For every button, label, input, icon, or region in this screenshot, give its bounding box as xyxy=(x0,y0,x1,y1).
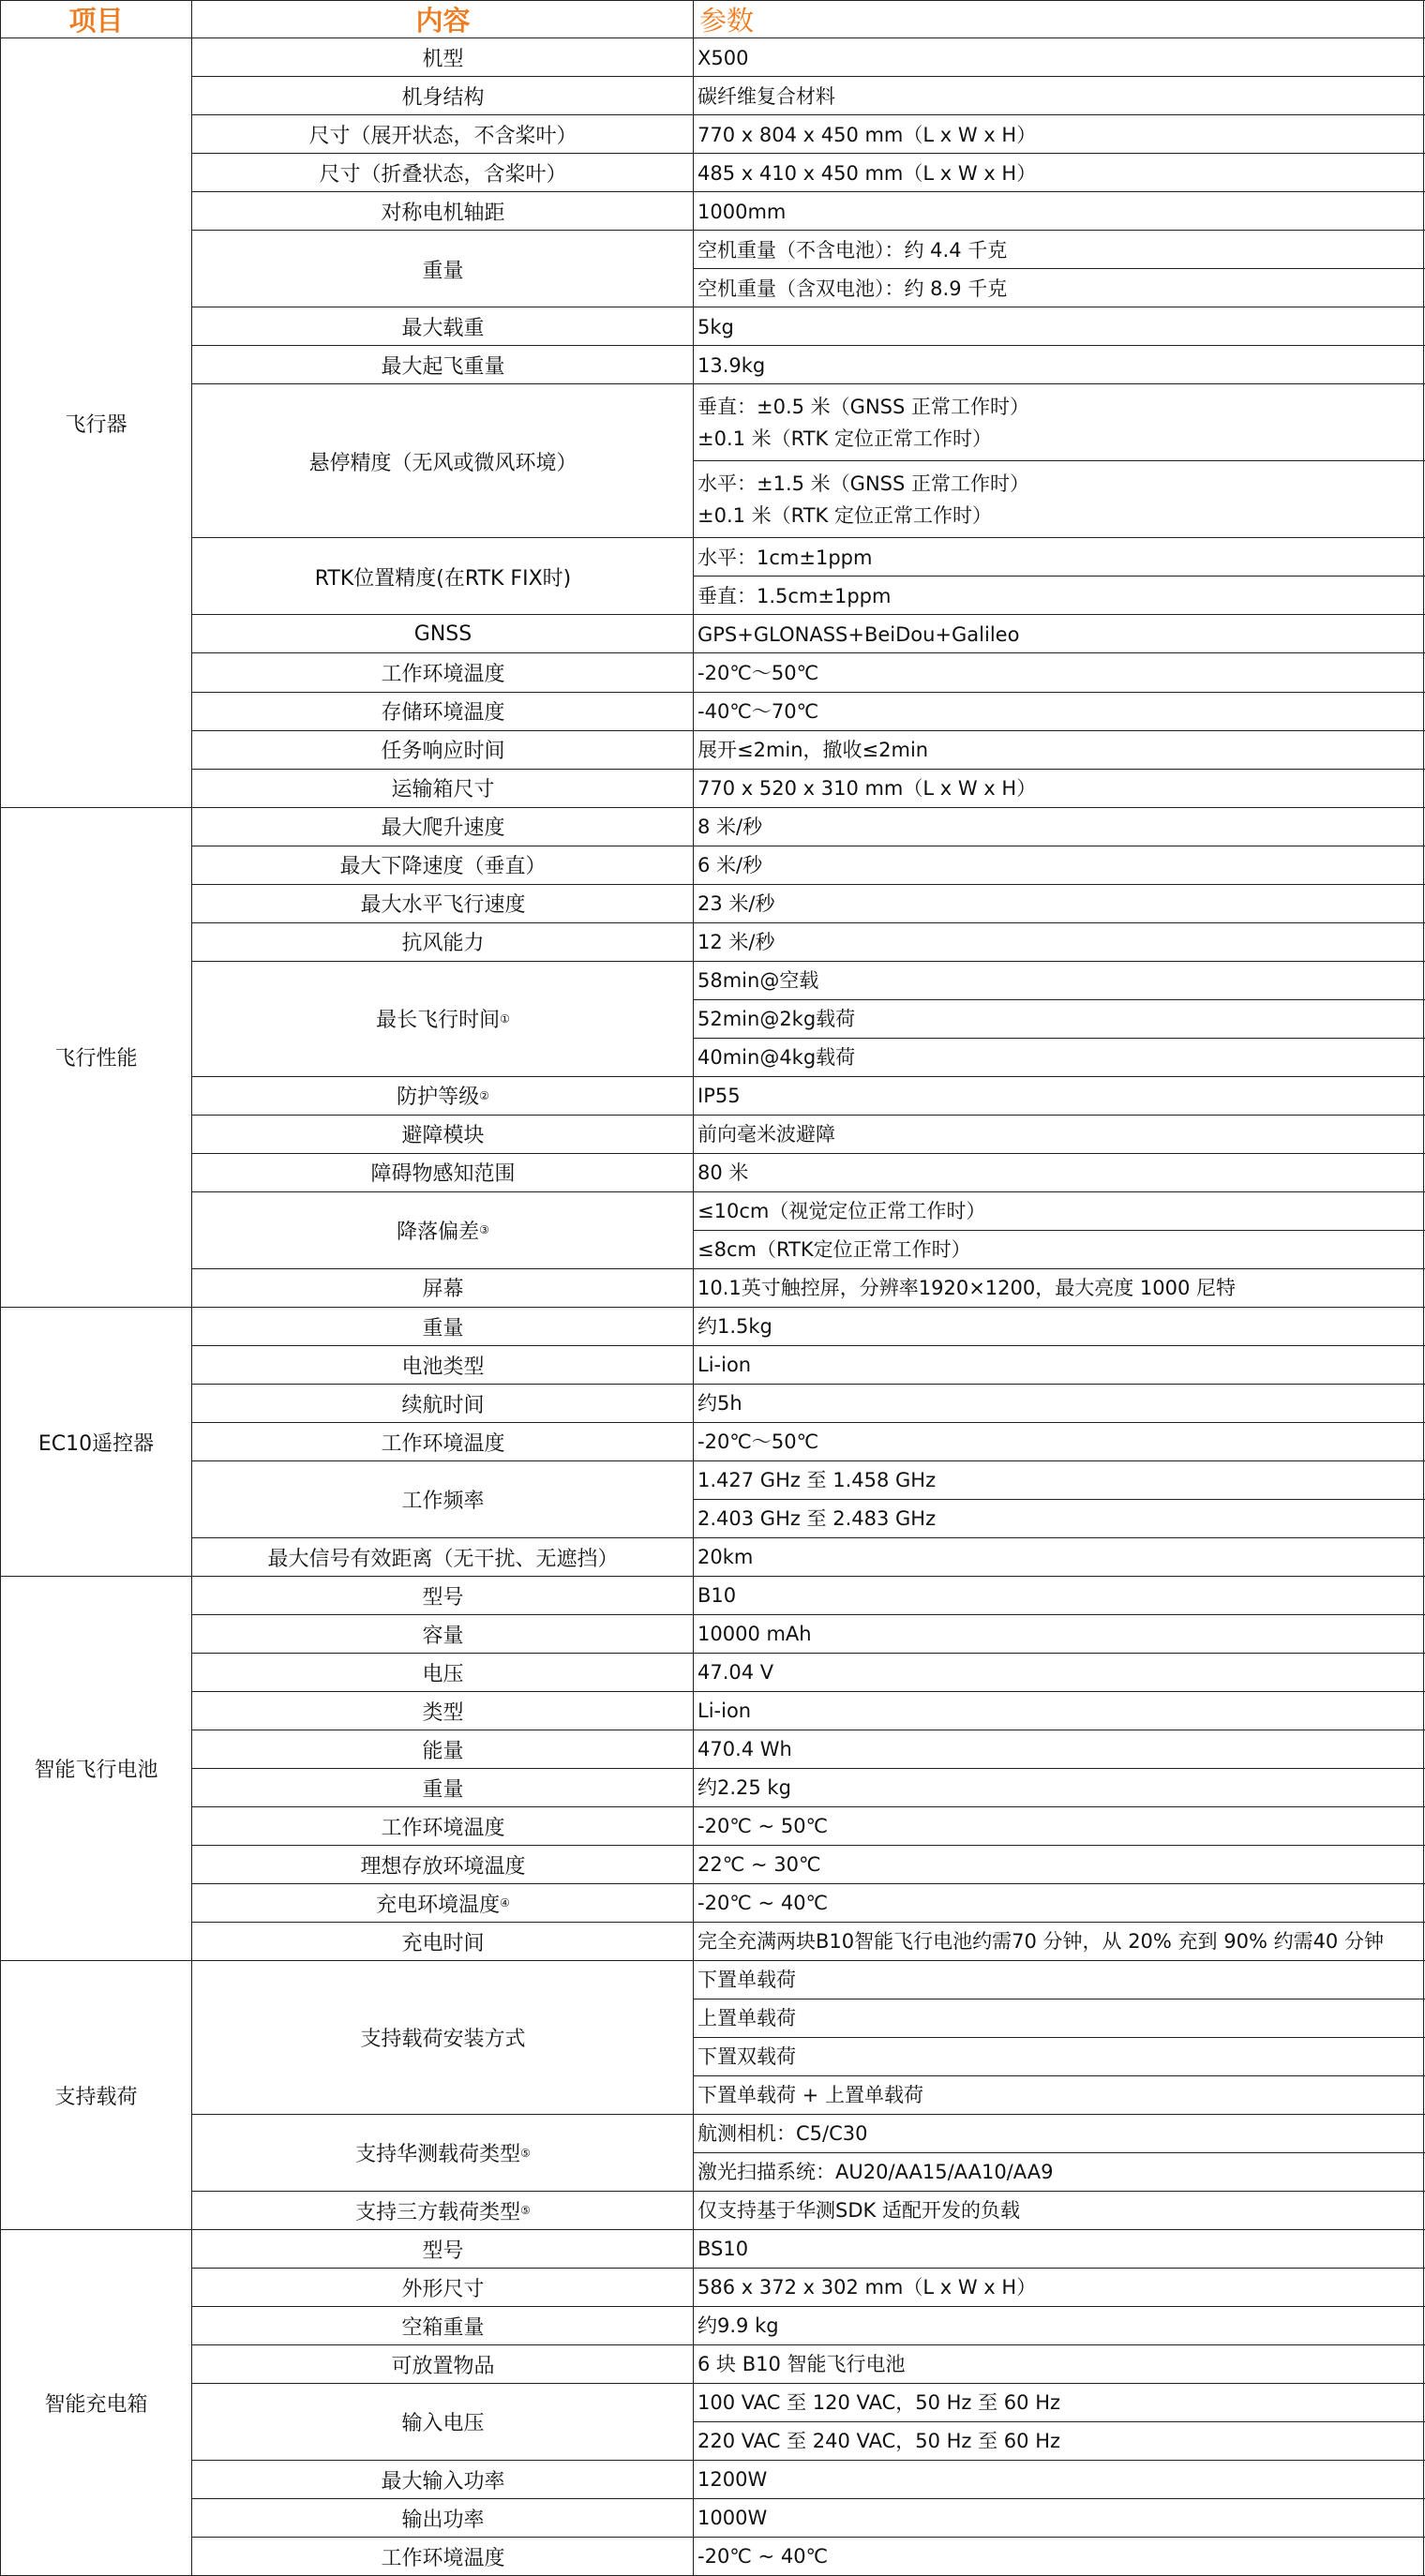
value-cell xyxy=(694,730,1425,769)
category-cell xyxy=(0,2230,192,2576)
value-text: Li-ion xyxy=(698,1700,752,1723)
item-label: RTK位置精度(在RTK FIX时) xyxy=(314,566,572,591)
item-cell xyxy=(192,1385,694,1423)
value-text: 47.04 V xyxy=(698,1661,774,1685)
item-cell xyxy=(192,961,694,1076)
value-text: 10000 mAh xyxy=(698,1623,812,1646)
item-label: 重量 xyxy=(422,1777,464,1802)
category-label: 智能充电箱 xyxy=(44,2392,148,2417)
item-cell xyxy=(192,2384,694,2461)
item-label: 工作频率 xyxy=(401,1490,485,1514)
category-label: 智能飞行电池 xyxy=(34,1759,158,1783)
value-cell xyxy=(694,807,1425,846)
item-cell xyxy=(192,884,694,922)
value-text: 586 x 372 x 302 mm（L x W x H） xyxy=(698,2276,1037,2299)
item-cell xyxy=(192,2115,694,2192)
value-cell xyxy=(694,2422,1425,2461)
item-label: 支持华测载荷类型 xyxy=(355,2143,521,2167)
item-label: 充电环境温度 xyxy=(376,1893,501,1917)
item-cell xyxy=(192,1884,694,1923)
value-text: -20℃～50℃ xyxy=(698,661,819,684)
item-label: 最大载重 xyxy=(401,317,485,341)
item-label: 最大水平飞行速度 xyxy=(360,893,526,918)
value-cell xyxy=(694,1500,1425,1538)
category-cell xyxy=(0,1961,192,2230)
value-text: Li-ion xyxy=(698,1354,752,1376)
value-text: 水平：1cm±1ppm xyxy=(698,546,873,569)
item-label: 理想存放环境温度 xyxy=(360,1854,526,1879)
value-text: 100 VAC 至 120 VAC，50 Hz 至 60 Hz xyxy=(698,2391,1061,2415)
value-text: X500 xyxy=(698,46,749,69)
value-cell xyxy=(694,2345,1425,2384)
item-label: 重量 xyxy=(422,259,464,283)
value-cell xyxy=(694,1153,1425,1191)
item-cell xyxy=(192,1346,694,1385)
item-cell xyxy=(192,1461,694,1538)
header-value: 参数 xyxy=(699,5,755,37)
value-cell xyxy=(694,1846,1425,1884)
item-cell xyxy=(192,807,694,846)
value-text: 22℃ ~ 30℃ xyxy=(698,1853,821,1877)
value-cell xyxy=(694,2192,1425,2230)
item-cell xyxy=(192,1191,694,1268)
value-text: 6 块 B10 智能飞行电池 xyxy=(698,2353,906,2376)
value-text: 约5h xyxy=(698,1392,742,1415)
value-text: 8 米/秒 xyxy=(698,815,763,838)
footnote-marker: ④ xyxy=(500,1896,510,1910)
item-label: 悬停精度（无风或微风环境） xyxy=(308,451,578,475)
item-cell xyxy=(192,1923,694,1961)
value-cell xyxy=(694,269,1425,307)
value-text: 12 米/秒 xyxy=(698,930,775,953)
item-cell xyxy=(192,653,694,692)
item-cell xyxy=(192,846,694,884)
item-cell xyxy=(192,1076,694,1115)
footnote-marker: ⑤ xyxy=(520,2146,531,2160)
value-text: 展开≤2min，撤收≤2min xyxy=(698,738,929,761)
item-label: 可放置物品 xyxy=(391,2354,495,2378)
item-cell xyxy=(192,2345,694,2384)
value-cell xyxy=(694,1807,1425,1846)
item-cell xyxy=(192,2538,694,2576)
item-label: 最大输入功率 xyxy=(381,2469,505,2494)
item-label: 最大爬升速度 xyxy=(381,816,505,841)
item-label: 对称电机轴距 xyxy=(381,202,505,226)
value-text: 6 米/秒 xyxy=(698,853,763,876)
value-text: 2.403 GHz 至 2.483 GHz xyxy=(698,1507,937,1531)
column-divider xyxy=(0,0,1,2576)
value-cell xyxy=(694,1692,1425,1730)
value-cell xyxy=(694,307,1425,346)
value-cell xyxy=(694,346,1425,384)
value-text: -40℃～70℃ xyxy=(698,699,819,723)
item-cell xyxy=(192,1538,694,1577)
value-cell xyxy=(694,1615,1425,1654)
footnote-marker: ① xyxy=(500,1011,510,1026)
item-cell xyxy=(192,192,694,231)
item-cell xyxy=(192,1423,694,1461)
value-text: 40min@4kg载荷 xyxy=(698,1045,856,1069)
item-cell xyxy=(192,2499,694,2538)
row-divider xyxy=(0,0,1425,1)
item-label: 能量 xyxy=(422,1739,464,1763)
item-label: 工作环境温度 xyxy=(381,1816,505,1840)
value-cell xyxy=(694,577,1425,615)
value-cell xyxy=(694,1538,1425,1577)
item-cell xyxy=(192,1769,694,1807)
value-cell xyxy=(694,1923,1425,1961)
value-cell xyxy=(694,1385,1425,1423)
value-text: 约9.9 kg xyxy=(698,2314,779,2338)
value-cell xyxy=(694,1268,1425,1307)
value-cell xyxy=(694,1346,1425,1385)
value-cell xyxy=(694,461,1425,538)
value-cell xyxy=(694,384,1425,461)
value-text: 1200W xyxy=(698,2468,768,2492)
item-label: 避障模块 xyxy=(401,1124,485,1148)
value-text: 1000mm xyxy=(698,200,787,223)
value-text: 220 VAC 至 240 VAC，50 Hz 至 60 Hz xyxy=(698,2430,1061,2453)
value-cell xyxy=(694,538,1425,577)
item-label: 防护等级 xyxy=(397,1086,480,1110)
value-text: 470.4 Wh xyxy=(698,1738,792,1761)
item-label: GNSS xyxy=(413,622,472,647)
item-cell xyxy=(192,307,694,346)
value-cell xyxy=(694,961,1425,999)
value-cell xyxy=(694,115,1425,154)
value-text: 上置单载荷 xyxy=(698,2007,796,2030)
item-label: 尺寸（折叠状态，含桨叶） xyxy=(319,163,567,187)
value-cell xyxy=(694,1423,1425,1461)
category-label: 支持载荷 xyxy=(54,2085,138,2109)
value-cell xyxy=(694,1884,1425,1923)
value-cell xyxy=(694,2115,1425,2153)
category-label: 飞行性能 xyxy=(54,1047,138,1071)
value-text: 垂直：±0.5 米（GNSS 正常工作时） xyxy=(698,396,1029,419)
item-label: 空箱重量 xyxy=(401,2315,485,2340)
value-text: -20℃ ~ 40℃ xyxy=(698,1892,829,1915)
header-item: 内容 xyxy=(415,5,471,37)
item-cell xyxy=(192,77,694,115)
value-text: IP55 xyxy=(698,1084,741,1107)
value-cell xyxy=(694,999,1425,1038)
item-cell xyxy=(192,1730,694,1769)
value-text: -20℃～50℃ xyxy=(698,1430,819,1454)
category-cell xyxy=(0,1308,192,1577)
item-cell xyxy=(192,538,694,615)
value-cell xyxy=(694,38,1425,77)
value-cell xyxy=(694,653,1425,692)
item-label: 类型 xyxy=(422,1700,464,1725)
item-cell xyxy=(192,2230,694,2269)
value-text: 仅支持基于华测SDK 适配开发的负载 xyxy=(698,2199,1020,2223)
value-cell xyxy=(694,1076,1425,1115)
header-category: 项目 xyxy=(68,5,124,37)
item-label: 充电时间 xyxy=(401,1931,485,1955)
value-cell xyxy=(694,922,1425,961)
value-text: 23 米/秒 xyxy=(698,891,775,915)
value-text: 770 x 804 x 450 mm（L x W x H） xyxy=(698,123,1037,146)
value-text: 垂直：1.5cm±1ppm xyxy=(698,584,892,607)
item-label: 最大起飞重量 xyxy=(381,355,505,380)
value-text: 约1.5kg xyxy=(698,1315,772,1338)
item-label: 屏幕 xyxy=(422,1278,464,1302)
item-cell xyxy=(192,1961,694,2115)
value-cell xyxy=(694,1730,1425,1769)
value-cell xyxy=(694,1038,1425,1076)
item-label: 容量 xyxy=(422,1624,464,1648)
value-text: 10.1英寸触控屏，分辨率1920×1200，最大亮度 1000 尼特 xyxy=(698,1276,1237,1299)
category-label: 飞行器 xyxy=(65,412,128,437)
item-label: 电压 xyxy=(422,1662,464,1686)
item-label: 最长飞行时间 xyxy=(376,1009,501,1033)
column-divider xyxy=(1423,0,1424,2576)
value-text: -20℃ ~ 40℃ xyxy=(698,2545,829,2569)
value-cell xyxy=(694,2461,1425,2499)
value-text: 下置双载荷 xyxy=(698,2045,796,2069)
item-cell xyxy=(192,384,694,538)
value-cell xyxy=(694,2153,1425,2192)
item-label: 机身结构 xyxy=(401,86,485,110)
item-cell xyxy=(192,231,694,307)
value-text: 5kg xyxy=(698,315,734,338)
value-text: 1.427 GHz 至 1.458 GHz xyxy=(698,1469,937,1492)
value-cell xyxy=(694,2076,1425,2115)
item-label: 型号 xyxy=(422,2239,464,2263)
item-label: 抗风能力 xyxy=(401,932,485,956)
item-cell xyxy=(192,1308,694,1346)
footnote-marker: ⑤ xyxy=(520,2204,531,2218)
value-cell xyxy=(694,1961,1425,1999)
value-cell xyxy=(694,2269,1425,2307)
value-cell xyxy=(694,2499,1425,2538)
item-cell xyxy=(192,1153,694,1191)
value-cell xyxy=(694,154,1425,192)
item-cell xyxy=(192,1692,694,1730)
item-label: 外形尺寸 xyxy=(401,2277,485,2301)
value-text: 1000W xyxy=(698,2507,768,2530)
item-label: 任务响应时间 xyxy=(381,740,505,764)
item-cell xyxy=(192,1807,694,1846)
value-text: ±0.1 米（RTK 定位正常工作时） xyxy=(698,504,993,528)
value-text: GPS+GLONASS+BeiDou+Galileo xyxy=(698,622,1020,646)
value-cell xyxy=(694,1115,1425,1153)
item-label: 支持三方载荷类型 xyxy=(355,2200,521,2224)
item-cell xyxy=(192,1577,694,1615)
value-cell xyxy=(694,1577,1425,1615)
value-text: ±0.1 米（RTK 定位正常工作时） xyxy=(698,427,993,451)
value-text: B10 xyxy=(698,1584,737,1608)
value-cell xyxy=(694,1654,1425,1692)
value-cell xyxy=(694,1230,1425,1268)
value-text: 碳纤维复合材料 xyxy=(698,84,835,108)
item-label: 障碍物感知范围 xyxy=(370,1162,516,1187)
value-text: 空机重量（不含电池）：约 4.4 千克 xyxy=(698,238,1008,262)
value-cell xyxy=(694,1461,1425,1500)
value-cell xyxy=(694,1191,1425,1230)
item-cell xyxy=(192,1654,694,1692)
item-label: 型号 xyxy=(422,1585,464,1610)
item-cell xyxy=(192,154,694,192)
value-text: 13.9kg xyxy=(698,353,766,377)
value-cell xyxy=(694,692,1425,730)
item-cell xyxy=(192,730,694,769)
item-cell xyxy=(192,769,694,807)
value-text: 前向毫米波避障 xyxy=(698,1122,835,1146)
item-cell xyxy=(192,2307,694,2345)
item-cell xyxy=(192,692,694,730)
value-text: 水平：±1.5 米（GNSS 正常工作时） xyxy=(698,472,1029,496)
value-cell xyxy=(694,231,1425,269)
value-cell xyxy=(694,1999,1425,2038)
value-cell xyxy=(694,1769,1425,1807)
value-text: 770 x 520 x 310 mm（L x W x H） xyxy=(698,776,1037,800)
value-cell xyxy=(694,2230,1425,2269)
item-label: 输入电压 xyxy=(401,2412,485,2436)
value-cell xyxy=(694,192,1425,231)
value-cell xyxy=(694,615,1425,653)
item-cell xyxy=(192,346,694,384)
value-text: 激光扫描系统：AU20/AA15/AA10/AA9 xyxy=(698,2161,1054,2184)
value-text: 航测相机：C5/C30 xyxy=(698,2122,868,2146)
footnote-marker: ② xyxy=(479,1088,489,1102)
value-cell xyxy=(694,846,1425,884)
item-label: 电池类型 xyxy=(401,1355,485,1379)
value-text: 完全充满两块B10智能飞行电池约需70 分钟，从 20% 充到 90% 约需40 分钟 xyxy=(698,1930,1384,1954)
value-cell xyxy=(694,77,1425,115)
item-label: 工作环境温度 xyxy=(381,2546,505,2570)
category-cell xyxy=(0,1577,192,1961)
value-text: 485 x 410 x 450 mm（L x W x H） xyxy=(698,161,1037,185)
item-label: 存储环境温度 xyxy=(381,701,505,726)
item-label: 输出功率 xyxy=(401,2508,485,2532)
value-cell xyxy=(694,2538,1425,2576)
category-cell xyxy=(0,807,192,1307)
item-cell xyxy=(192,2269,694,2307)
item-label: 降落偏差 xyxy=(397,1220,480,1244)
item-label: 工作环境温度 xyxy=(381,1431,505,1456)
item-label: 重量 xyxy=(422,1316,464,1340)
value-text: -20℃ ~ 50℃ xyxy=(698,1815,829,1838)
category-label: EC10遥控器 xyxy=(38,1431,155,1456)
column-divider xyxy=(693,0,694,2576)
item-cell xyxy=(192,1115,694,1153)
item-label: 尺寸（展开状态，不含桨叶） xyxy=(308,125,578,149)
value-text: 20km xyxy=(698,1546,754,1569)
item-label: 最大下降速度（垂直） xyxy=(339,855,547,879)
item-cell xyxy=(192,115,694,154)
column-divider xyxy=(191,0,192,2576)
value-text: BS10 xyxy=(698,2238,749,2261)
item-label: 最大信号有效距离（无干扰、无遮挡） xyxy=(267,1547,619,1571)
value-text: 58min@空载 xyxy=(698,968,819,992)
value-cell xyxy=(694,2384,1425,2422)
value-text: 空机重量（含双电池）：约 8.9 千克 xyxy=(698,277,1008,300)
value-text: 80 米 xyxy=(698,1161,749,1184)
item-cell xyxy=(192,1615,694,1654)
item-label: 运输箱尺寸 xyxy=(391,778,495,802)
value-text: 下置单载荷 + 上置单载荷 xyxy=(698,2084,923,2107)
item-label: 机型 xyxy=(422,48,464,71)
item-cell xyxy=(192,1268,694,1307)
item-cell xyxy=(192,38,694,77)
item-cell xyxy=(192,2192,694,2230)
value-cell xyxy=(694,2307,1425,2345)
item-cell xyxy=(192,922,694,961)
footnote-marker: ③ xyxy=(479,1223,489,1237)
value-text: 约2.25 kg xyxy=(698,1776,791,1800)
value-text: ≤10cm（视觉定位正常工作时） xyxy=(698,1199,986,1222)
item-cell xyxy=(192,615,694,653)
item-cell xyxy=(192,1846,694,1884)
value-text: 下置单载荷 xyxy=(698,1969,796,1992)
item-label: 工作环境温度 xyxy=(381,663,505,687)
category-cell xyxy=(0,38,192,807)
value-cell xyxy=(694,1308,1425,1346)
value-cell xyxy=(694,2038,1425,2076)
value-cell xyxy=(694,769,1425,807)
value-cell xyxy=(694,884,1425,922)
item-label: 续航时间 xyxy=(401,1393,485,1417)
item-label: 支持载荷安装方式 xyxy=(360,2028,526,2052)
value-text: ≤8cm（RTK定位正常工作时） xyxy=(698,1237,971,1261)
value-text: 52min@2kg载荷 xyxy=(698,1007,856,1030)
item-cell xyxy=(192,2461,694,2499)
